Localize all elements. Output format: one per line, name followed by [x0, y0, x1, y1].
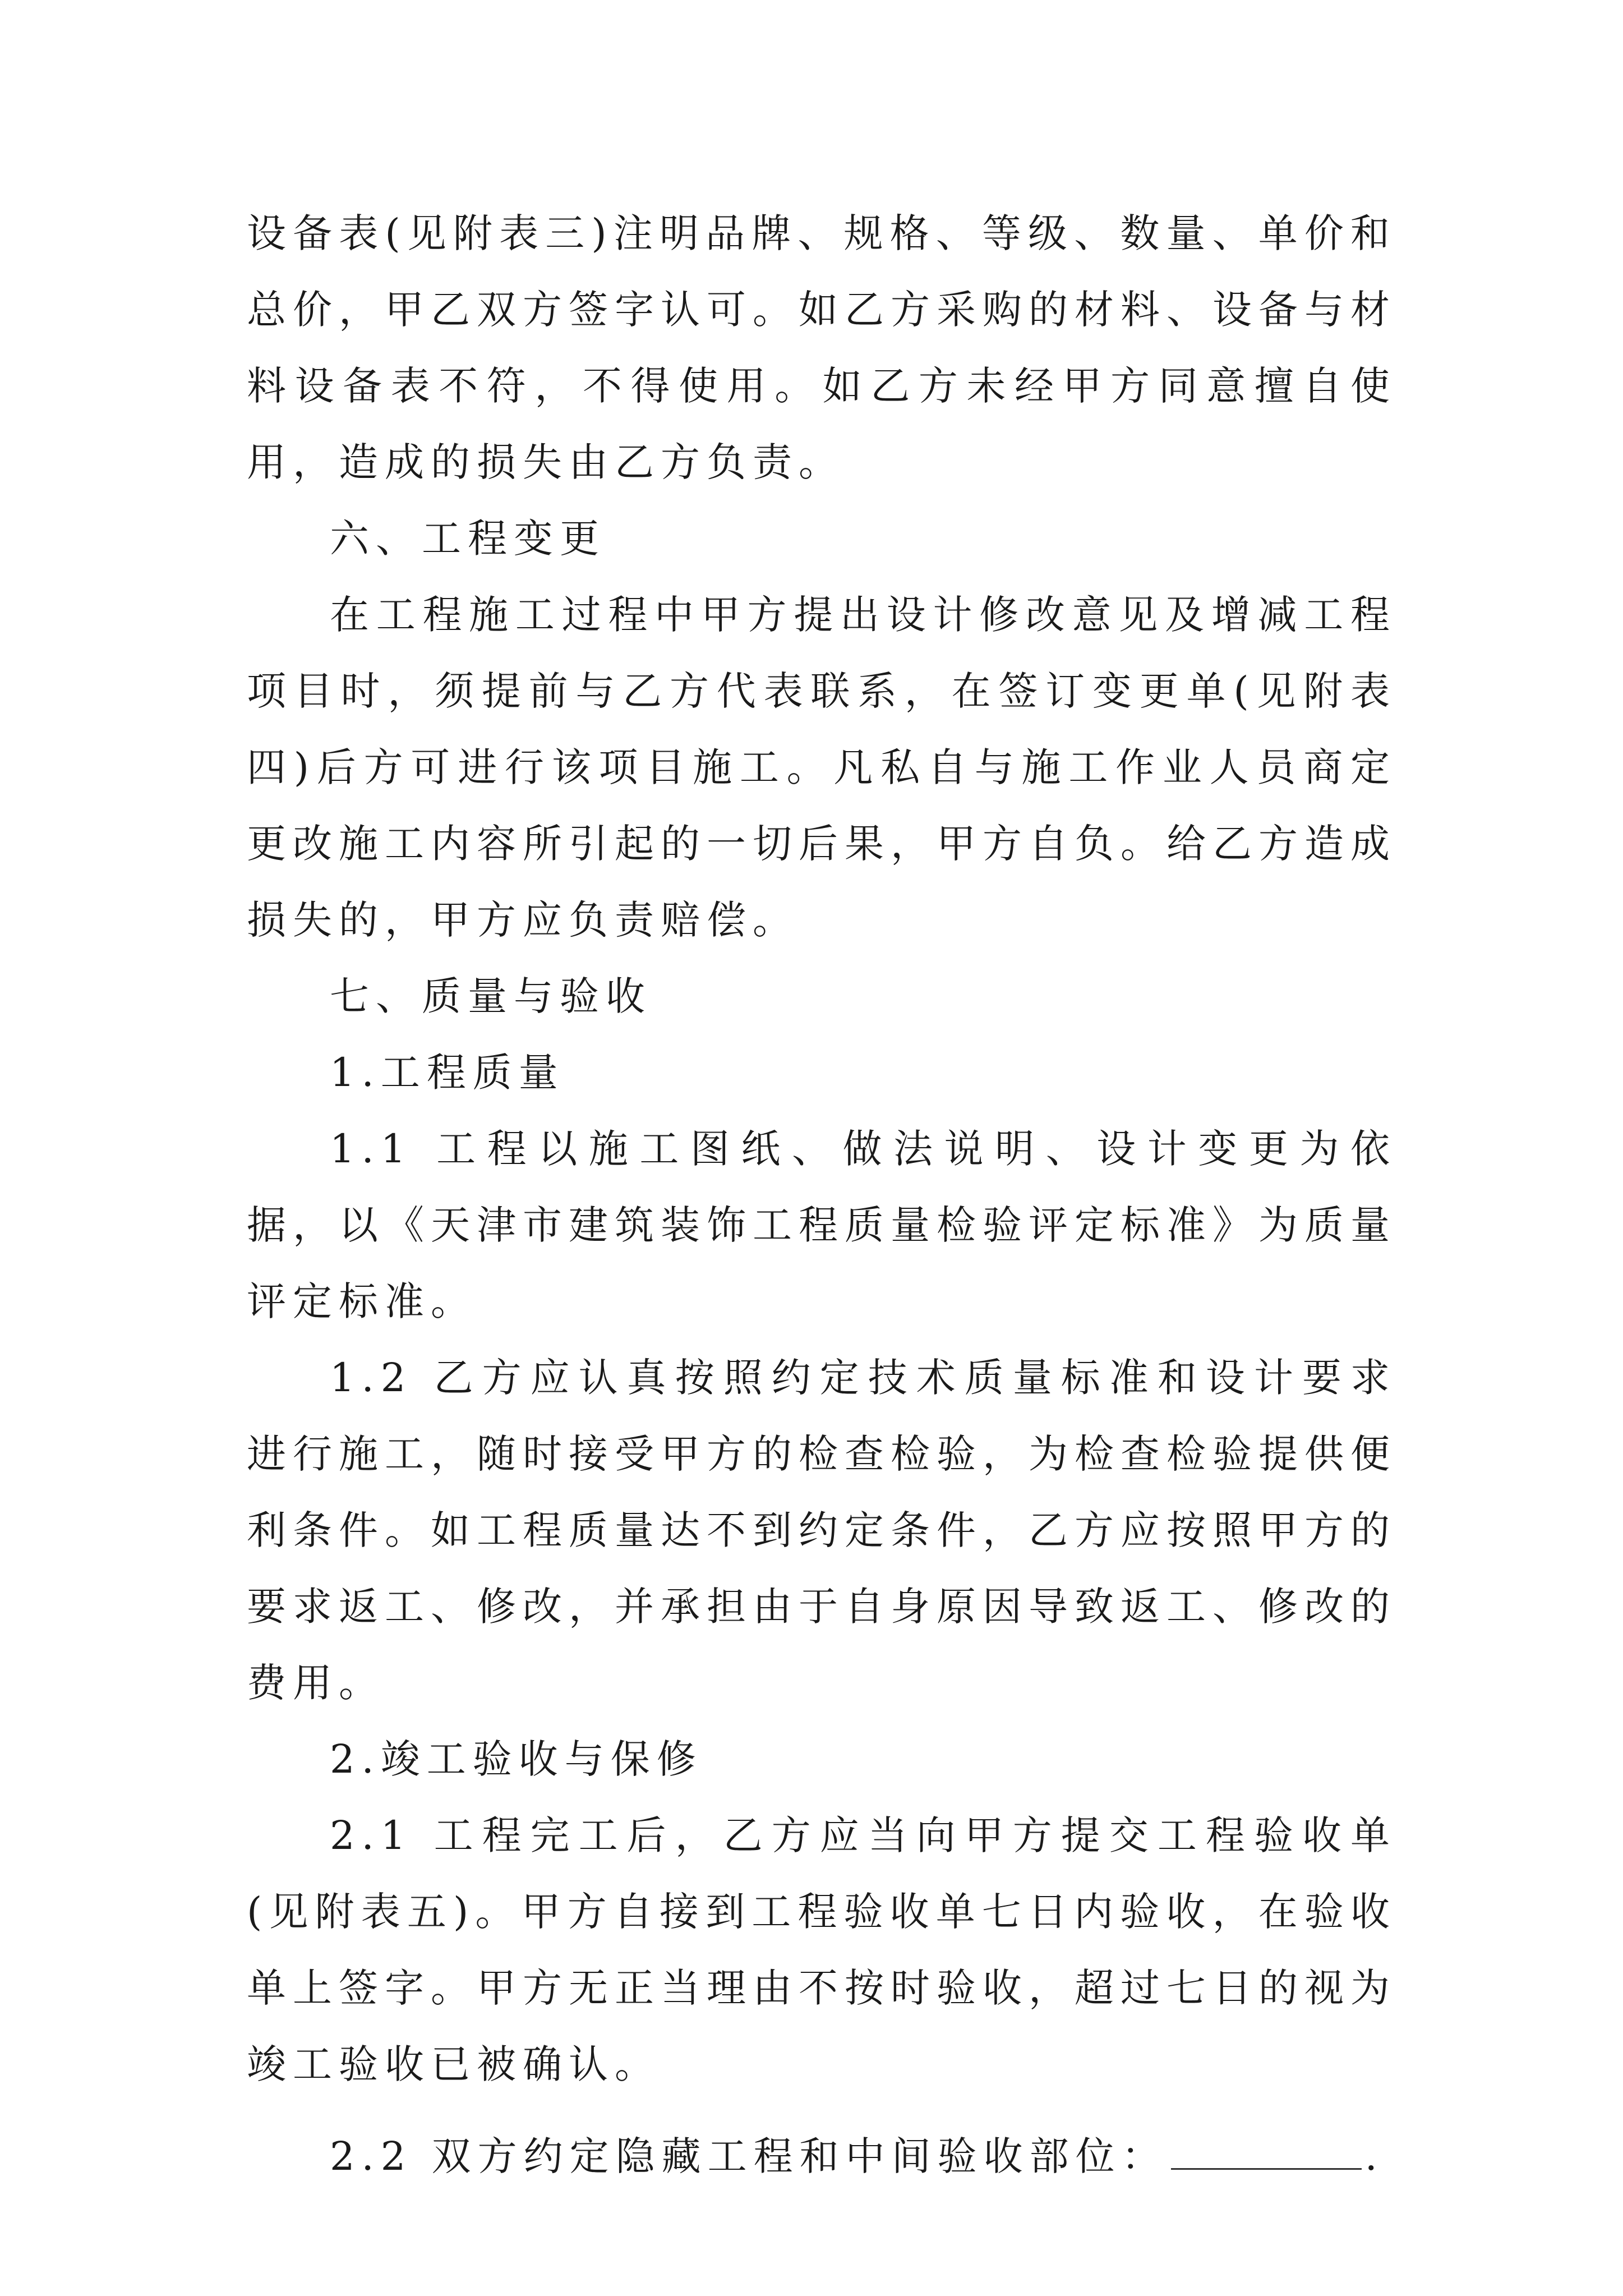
subheading-completion-acceptance: 2.竣工验收与保修	[330, 1736, 703, 1782]
paragraph-engineering-change: 在工程施工过程中甲方提出设计修改意见及增减工程项目时，须提前与乙方代表联系，在签订变更单(见附表四)后方可进行该项目施工。凡私自与施工作业人员商定更改施工内容所引起的一切后果，甲方自负。给乙方造成损失的，甲方应负责赔偿。	[247, 592, 1396, 943]
clause-1-2: 1.2 乙方应认真按照约定技术质量标准和设计要求进行施工，随时接受甲方的检查检验，为检查检验提供便利条件。如工程质量达不到约定条件，乙方应按照甲方的要求返工、修改，并承担由于自身原因导致返工、修改的费用。	[247, 1355, 1396, 1706]
section-heading-engineering-change: 六、工程变更	[330, 516, 606, 562]
paragraph-equipment-table: 设备表(见附表三)注明品牌、规格、等级、数量、单价和总价，甲乙双方签字认可。如乙方采购的材料、设备与材料设备表不符，不得使用。如乙方未经甲方同意擅自使用，造成的损失由乙方负责。	[247, 210, 1396, 485]
clause-2-1: 2.1 工程完工后，乙方应当向甲方提交工程验收单(见附表五)。甲方自接到工程验收单七日内验收，在验收单上签字。甲方无正当理由不按时验收，超过七日的视为竣工验收已被确认。	[247, 1812, 1396, 2087]
document-page	[247, 195, 1396, 2194]
spacer	[247, 2102, 1396, 2118]
clause-2-2-text: 2.2 双方约定隐藏工程和中间验收部位：	[330, 2133, 1168, 2179]
subheading-engineering-quality: 1.工程质量	[330, 1050, 565, 1096]
fill-in-blank	[1171, 2134, 1362, 2170]
clause-1-1: 1.1 工程以施工图纸、做法说明、设计变更为依据，以《天津市建筑装饰工程质量检验评定标准》为质量评定标准。	[247, 1126, 1396, 1324]
section-heading-quality-acceptance: 七、质量与验收	[330, 973, 652, 1019]
clause-2-2	[247, 2118, 1396, 2194]
clause-2-2-end: .	[1364, 2133, 1384, 2179]
